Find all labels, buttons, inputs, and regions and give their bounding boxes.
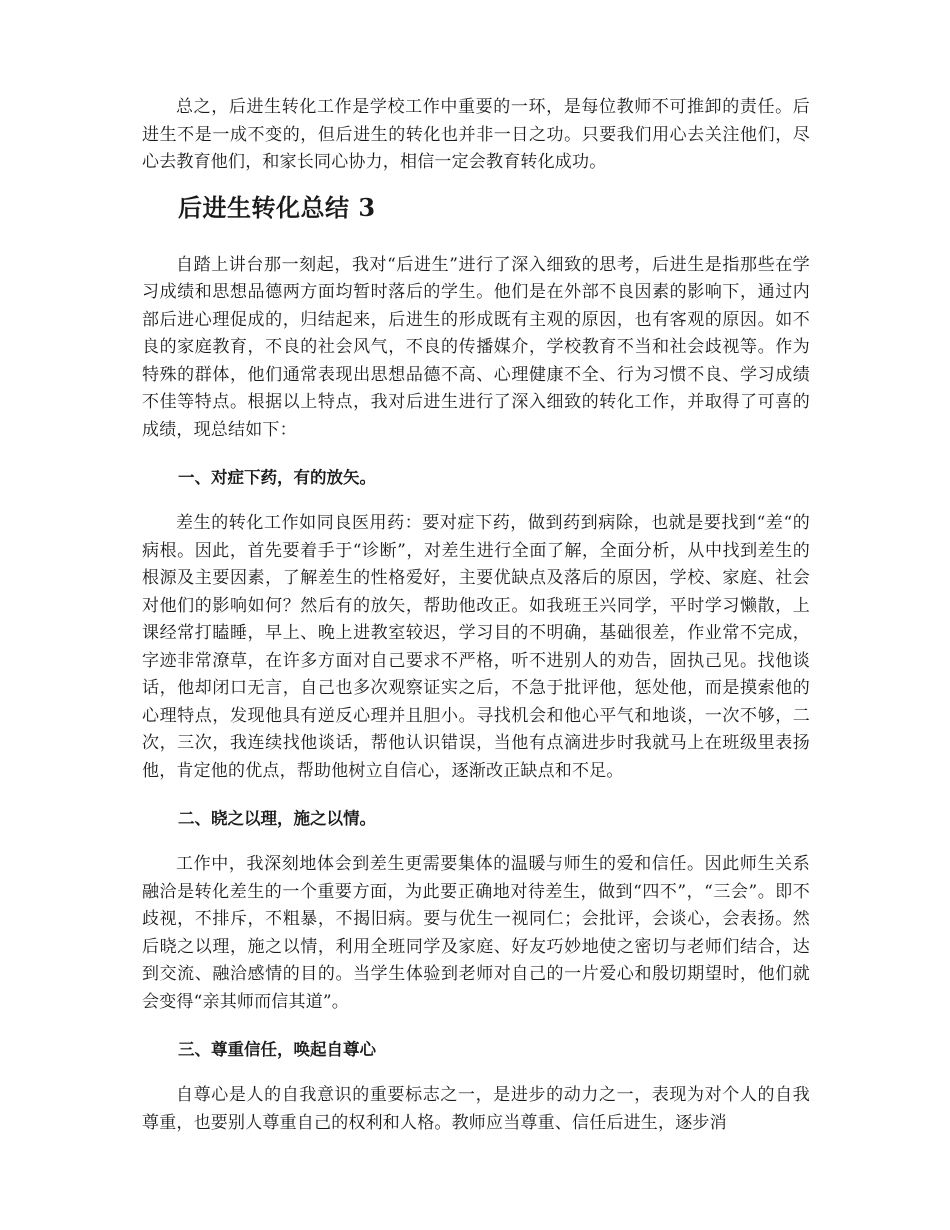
heading-3: 三、尊重信任，唤起自尊心 <box>178 1040 376 1059</box>
paragraph-3: 自尊心是人的自我意识的重要标志之一，是进步的动力之一，表现为对个人的自我尊重，也要别人尊重自己的权利和人格。教师应当尊重、信任后进生，逐步消 <box>142 1085 810 1133</box>
opening-paragraph: 自踏上讲台那一刻起，我对“后进生”进行了深入细致的思考，后进生是指那些在学习成绩和思想品德两方面均暂时落后的学生。他们是在外部不良因素的影响下，通过内部后进心理促成的，归结起来，后进生的形成既有主观的原因，也有客观的原因。如不良的家庭教育，不良的社会风气，不良的传播媒介，学校教育不当和社会歧视等。作为特殊的群体，他们通常表现出思想品德不高、心理健康不全、行为习惯不良、学习成绩不佳等特点。根据以上特点，我对后进生进行了深入细致的转化工作，并取得了可喜的成绩，现总结如下： <box>142 254 810 440</box>
paragraph-2: 工作中，我深刻地体会到差生更需要集体的温暖与师生的爱和信任。因此师生关系融洽是转化差生的一个重要方面，为此要正确地对待差生，做到“四不”，“三会”。即不歧视，不排斥，不粗暴，不揭旧病。要与优生一视同仁；会批评，会谈心，会表扬。然后晓之以理，施之以情，利用全班同学及家庭、好友巧妙地使之密切与老师们结合，达到交流、融洽感情的目的。当学生体验到老师对自己的一片爱心和殷切期望时，他们就会变得“亲其师而信其道”。 <box>142 854 810 1012</box>
section-title: 后进生转化总结 3 <box>178 192 376 222</box>
intro-paragraph: 总之，后进生转化工作是学校工作中重要的一环，是每位教师不可推卸的责任。后进生不是一成不变的，但后进生的转化也并非一日之功。只要我们用心去关注他们，尽心去教育他们，和家长同心协力，相信一定会教育转化成功。 <box>142 97 810 172</box>
heading-2: 二、晓之以理，施之以情。 <box>178 809 376 828</box>
document-page <box>142 94 810 1137</box>
heading-1: 一、对症下药，有的放矢。 <box>178 468 376 487</box>
paragraph-1: 差生的转化工作如同良医用药：要对症下药，做到药到病除，也就是要找到“差“的病根。因此，首先要着手于“诊断”，对差生进行全面了解，全面分析，从中找到差生的根源及主要因素，了解差生的性格爱好，主要优缺点及落后的原因，学校、家庭、社会对他们的影响如何？然后有的放矢，帮助他改正。如我班王兴同学，平时学习懒散，上课经常打瞌睡，早上、晚上进教室较迟，学习目的不明确，基础很差，作业常不完成，字迹非常潦草，在许多方面对自己要求不严格，听不进别人的劝告，固执己见。找他谈话，他却闭口无言，自己也多次观察证实之后，不急于批评他，惩处他，而是摸索他的心理特点，发现他具有逆反心理并且胆小。寻找机会和他心平气和地谈，一次不够，二次，三次，我连续找他谈话，帮他认识错误，当他有点滴进步时我就马上在班级里表扬他，肯定他的优点，帮助他树立自信心，逐渐改正缺点和不足。 <box>142 513 810 781</box>
